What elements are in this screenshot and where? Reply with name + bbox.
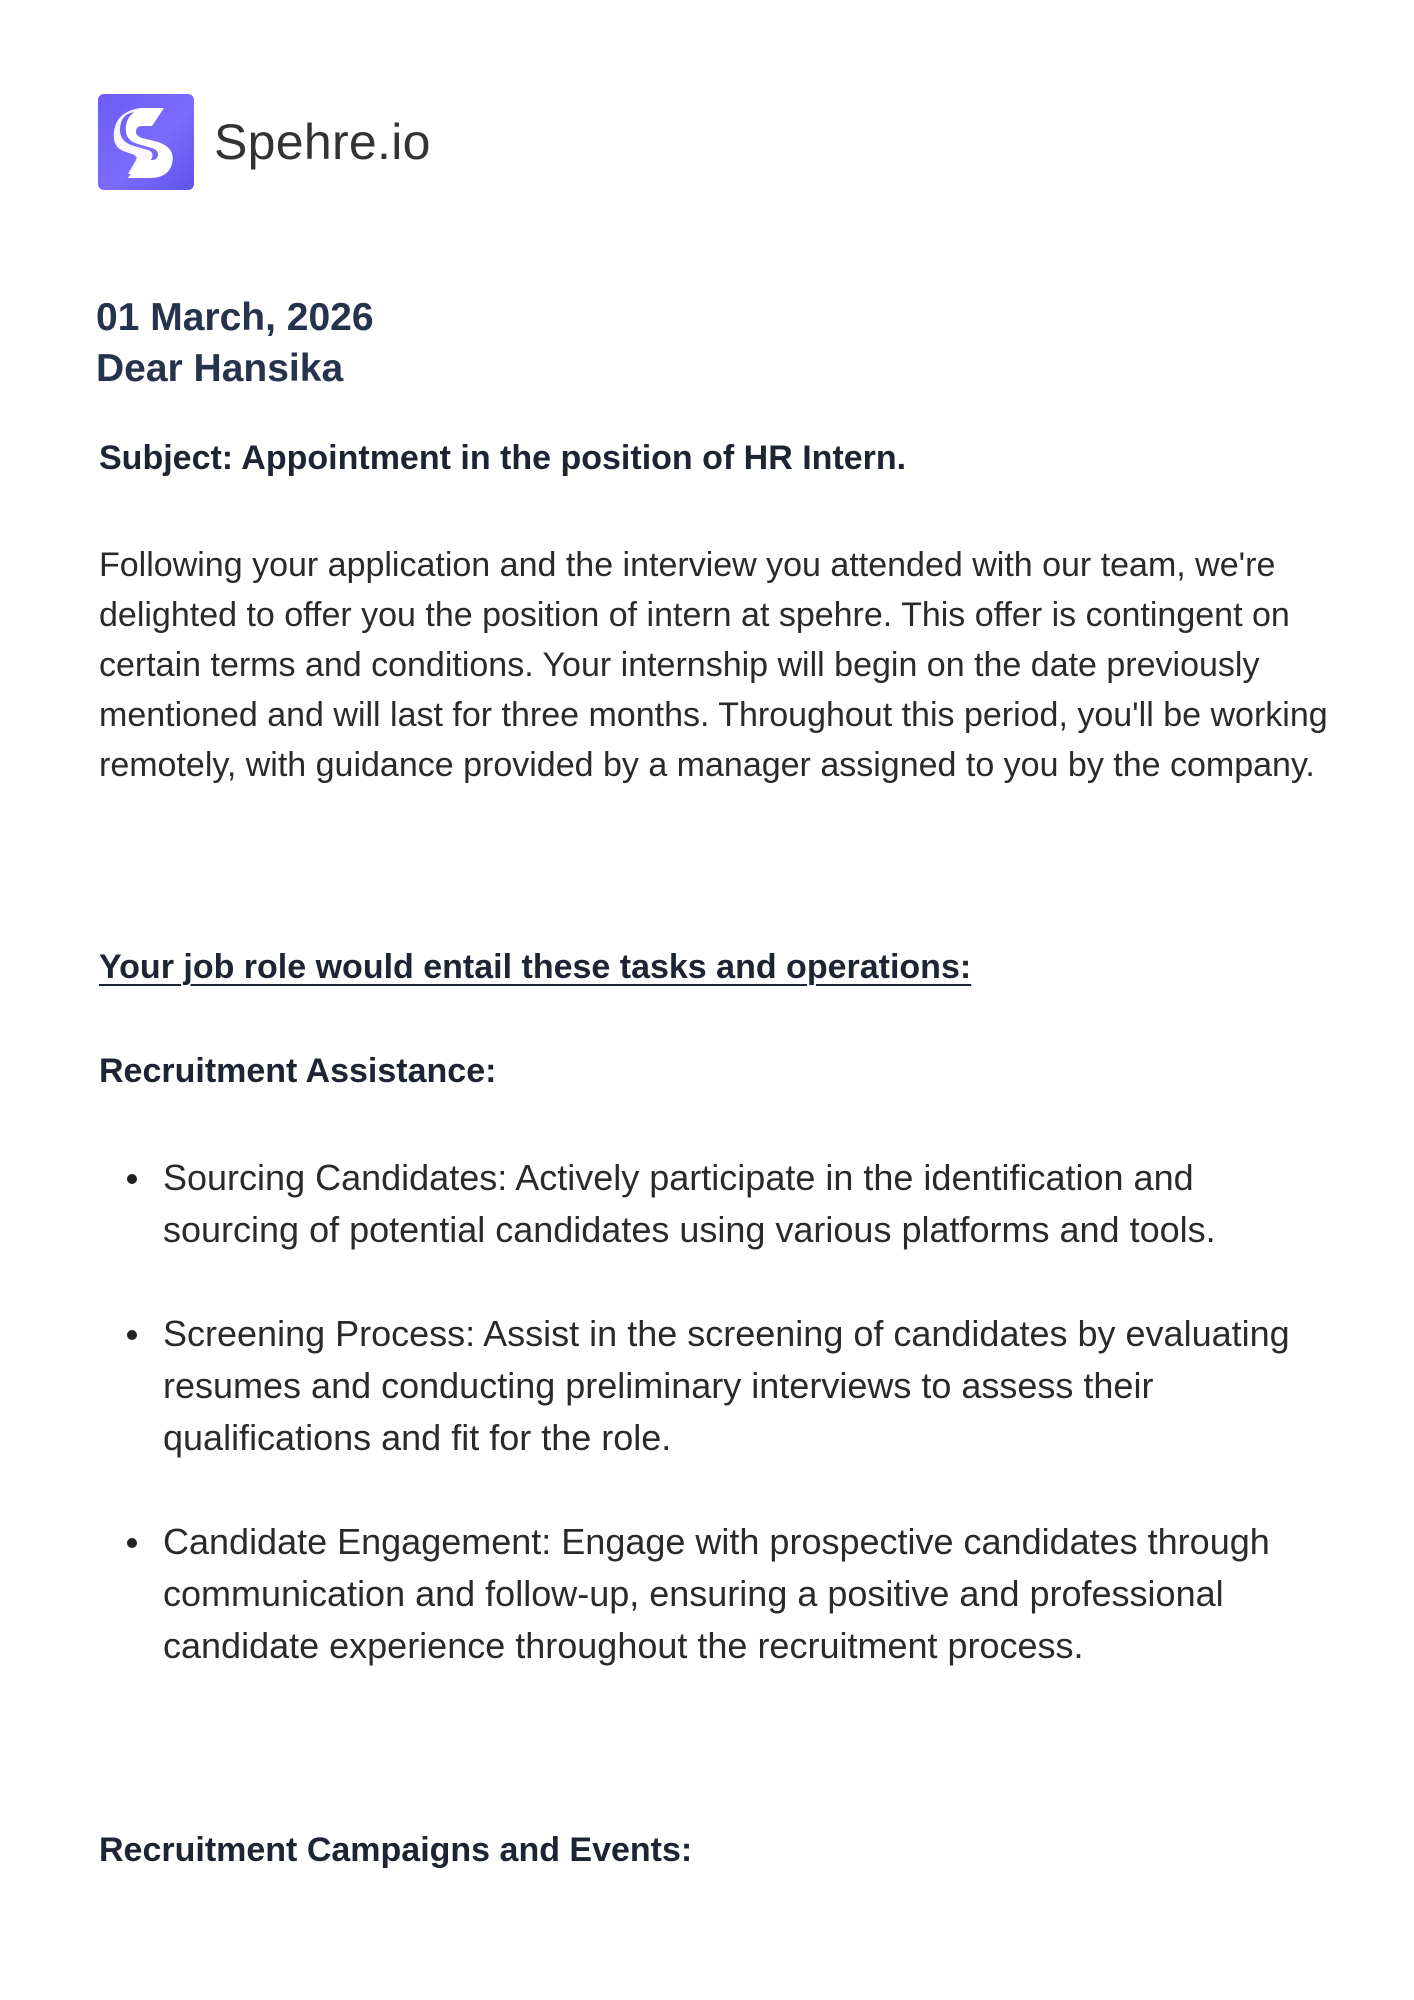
greeting: Dear Hansika xyxy=(96,347,344,390)
list-item-text: Candidate Engagement: Engage with prospective candidates through communication and follow-up, ensuring a positive and professional candidate experience throughout the recruitment process. xyxy=(163,1521,1270,1666)
letter-date: 01 March, 2026 xyxy=(96,296,374,339)
task-list xyxy=(163,1152,1323,1672)
section-heading-recruitment-campaigns: Recruitment Campaigns and Events: xyxy=(99,1831,693,1869)
subject-line: Subject: Appointment in the position of HR Intern. xyxy=(99,439,907,477)
s-logo-icon xyxy=(98,94,194,190)
bullet-icon xyxy=(127,1174,137,1184)
job-role-heading: Your job role would entail these tasks and operations: xyxy=(99,948,972,986)
bullet-icon xyxy=(127,1538,137,1548)
list-item-text: Sourcing Candidates: Actively participate in the identification and sourcing of potential candidates using various platforms and tools. xyxy=(163,1157,1216,1250)
letterhead xyxy=(98,94,431,190)
list-item xyxy=(163,1152,1323,1256)
list-item xyxy=(163,1308,1323,1464)
section-heading-recruitment-assistance: Recruitment Assistance: xyxy=(99,1052,497,1090)
intro-paragraph: Following your application and the interview you attended with our team, we're delighted to offer you the position of intern at spehre. This offer is contingent on certain terms and conditions. Your internship will begin on the date previously mentioned and will last for three months. Throughout this period, you'll be working remotely, with guidance provided by a manager assigned to you by the company. xyxy=(99,546,1328,784)
brand-name: Spehre.io xyxy=(214,114,431,170)
list-item xyxy=(163,1516,1323,1672)
list-item-text: Screening Process: Assist in the screening of candidates by evaluating resumes and conducting preliminary interviews to assess their qualifications and fit for the role. xyxy=(163,1313,1290,1458)
bullet-icon xyxy=(127,1330,137,1340)
